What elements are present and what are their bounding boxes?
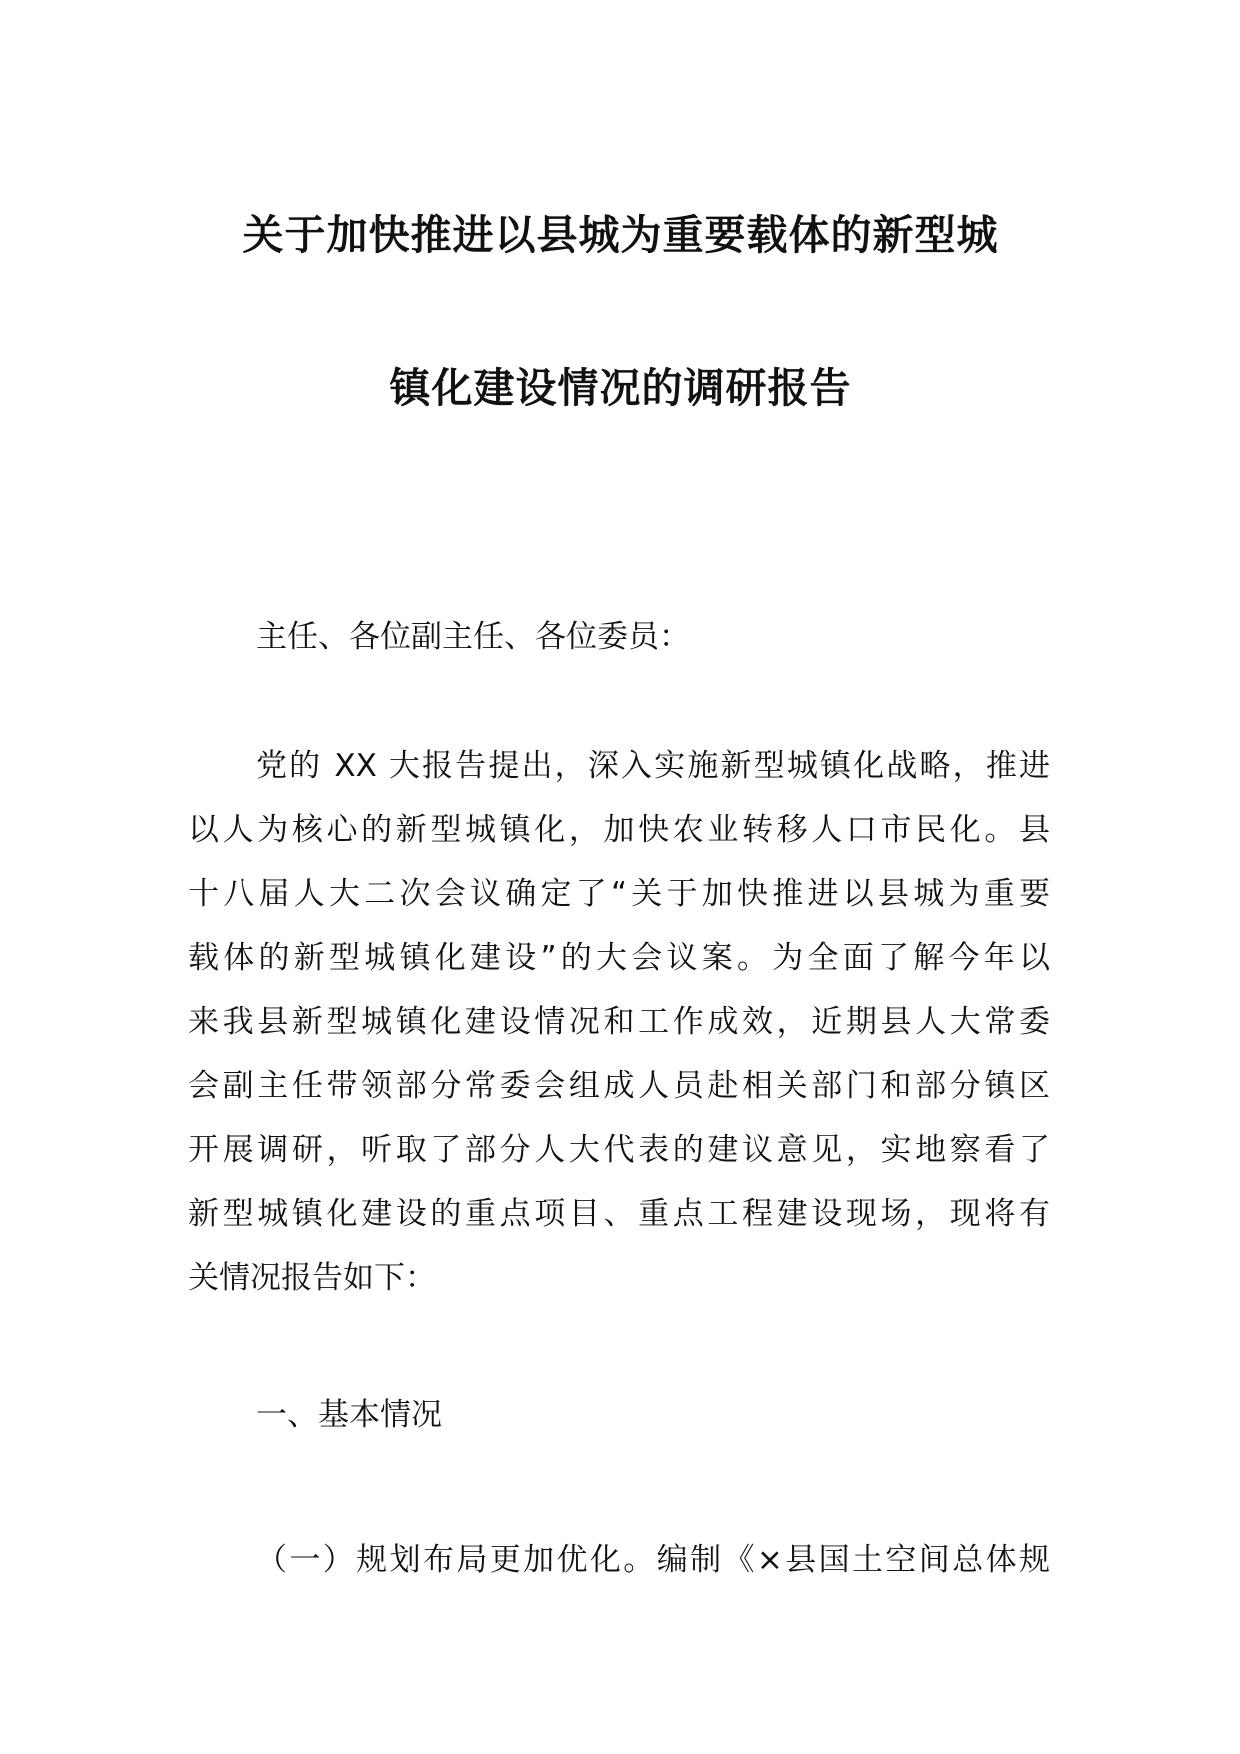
paragraph-line: 开展调研，听取了部分人大代表的建议意见，实地察看了 — [188, 1132, 1050, 1168]
paragraph-line: 十八届人大二次会议确定了“关于加快推进以县城为重要 — [188, 876, 1050, 912]
paragraph-line: 关情况报告如下： — [188, 1260, 436, 1296]
subsection-heading-line: （一）规划布局更加优化。编制《×县国土空间总体规 — [256, 1542, 1050, 1578]
section-heading: 一、基本情况 — [256, 1397, 442, 1433]
report-title-line-1: 关于加快推进以县城为重要载体的新型城 — [242, 211, 999, 259]
paragraph-line: 新型城镇化建设的重点项目、重点工程建设现场，现将有 — [188, 1196, 1050, 1232]
paragraph-line: 载体的新型城镇化建设”的大会议案。为全面了解今年以 — [188, 940, 1050, 976]
paragraph-line: 会副主任带领部分常委会组成人员赴相关部门和部分镇区 — [188, 1068, 1050, 1104]
paragraph-line: 以人为核心的新型城镇化，加快农业转移人口市民化。县 — [188, 812, 1050, 848]
salutation: 主任、各位副主任、各位委员： — [256, 619, 690, 655]
report-title-line-2: 镇化建设情况的调研报告 — [389, 364, 852, 412]
paragraph-line: 党的 XX 大报告提出，深入实施新型城镇化战略，推进 — [256, 748, 1050, 784]
paragraph-line: 来我县新型城镇化建设情况和工作成效，近期县人大常委 — [188, 1004, 1050, 1040]
